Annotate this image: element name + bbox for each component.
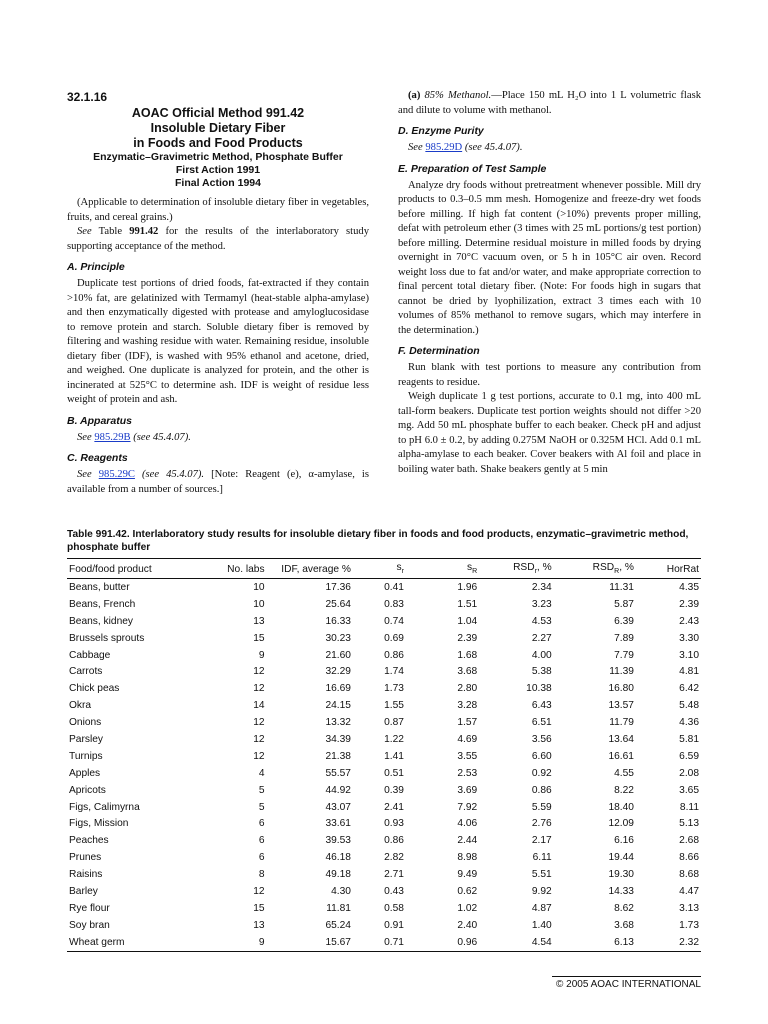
table-row xyxy=(67,714,701,731)
cell-sr: 2.71 xyxy=(384,869,404,881)
table-row xyxy=(67,782,701,799)
table-row xyxy=(67,815,701,832)
method-title-block xyxy=(67,106,369,190)
cell-labs: 12 xyxy=(253,717,265,729)
col-header-labs: No. labs xyxy=(216,559,267,579)
principle-heading: A. Principle xyxy=(67,261,125,273)
cell-rsdr: 1.40 xyxy=(531,919,552,931)
cell-food: Cabbage xyxy=(69,649,111,661)
cell-sR: 2.53 xyxy=(457,767,478,779)
cell-horrat: 5.81 xyxy=(679,733,699,745)
cell-sR: 3.28 xyxy=(457,700,478,712)
table-row xyxy=(67,832,701,849)
cell-horrat: 3.65 xyxy=(679,784,699,796)
apparatus-heading: B. Apparatus xyxy=(67,414,132,427)
col-header-sR: $s_R$ xyxy=(406,559,479,579)
cell-horrat: 4.35 xyxy=(679,581,699,593)
cell-idf: 30.23 xyxy=(325,632,351,644)
table-row xyxy=(67,697,701,714)
cell-rsdr: 6.60 xyxy=(531,750,552,762)
cell-sr: 0.83 xyxy=(384,598,404,610)
cell-rsdr: 3.23 xyxy=(531,598,552,610)
cell-sR: 2.44 xyxy=(457,835,478,847)
cell-labs: 6 xyxy=(258,835,265,847)
cell-rsdr: 6.11 xyxy=(532,852,552,864)
cell-idf: 11.81 xyxy=(326,902,351,914)
cell-rsdr: 6.51 xyxy=(531,717,552,729)
cell-rsdR: 5.87 xyxy=(614,598,634,610)
cell-labs: 12 xyxy=(253,733,265,745)
cell-labs: 9 xyxy=(216,934,267,951)
reagent-a-text: (a) 85% Methanol.—Place 150 mL H₂O into 1 L volumetric flask and dilute to volume with methanol. xyxy=(398,90,701,116)
link-985-29d[interactable]: 985.29D xyxy=(425,142,463,153)
cell-rsdr: 10.38 xyxy=(526,683,552,695)
table-row xyxy=(67,579,701,596)
cell-food: Apples xyxy=(69,767,101,779)
cell-food: Figs, Calimyrna xyxy=(69,801,140,813)
cell-sr: 0.58 xyxy=(384,902,404,914)
cell-sr: 1.74 xyxy=(384,666,404,678)
first-action: First Action 1991 xyxy=(175,164,261,176)
cell-sR: 0.62 xyxy=(457,885,478,897)
reagents-text: See 985.29C (see 45.4.07). [Note: Reagent (e), α-amylase, is available from a number of sources.] xyxy=(67,469,369,495)
cell-sr: 1.73 xyxy=(384,683,404,695)
cell-labs: 12 xyxy=(253,750,265,762)
cell-rsdR: 11.31 xyxy=(609,581,634,593)
cell-horrat: 2.43 xyxy=(679,615,699,627)
table-row xyxy=(67,680,701,697)
cell-rsdr: 0.86 xyxy=(531,784,552,796)
cell-horrat: 8.66 xyxy=(679,852,699,864)
cell-rsdr: 6.43 xyxy=(531,700,552,712)
cell-food: Turnips xyxy=(69,750,103,762)
enzyme-purity-text: See 985.29D (see 45.4.07). xyxy=(408,142,523,153)
cell-horrat: 2.08 xyxy=(679,767,699,779)
cell-idf: 32.29 xyxy=(325,666,351,678)
cell-sR: 2.39 xyxy=(457,632,478,644)
table-body xyxy=(67,579,701,952)
cell-sr: 1.22 xyxy=(384,733,404,745)
cell-idf: 55.57 xyxy=(325,767,351,779)
cell-labs: 12 xyxy=(253,683,265,695)
cell-food: Soy bran xyxy=(69,919,110,931)
cell-rsdR: 11.79 xyxy=(609,717,634,729)
cell-idf: 21.60 xyxy=(325,649,351,661)
col-header-idf: IDF, average % xyxy=(267,559,353,579)
cell-rsdR: 13.64 xyxy=(608,733,634,745)
cell-rsdR: 16.80 xyxy=(608,683,634,695)
applicability-text: (Applicable to determination of insoluble dietary fiber in vegetables, fruits, and cereal grains.) xyxy=(67,197,369,223)
cell-sR: 1.04 xyxy=(457,615,478,627)
cell-horrat: 2.68 xyxy=(679,835,699,847)
principle-text: Duplicate test portions of dried foods, fat-extracted if they contain >10% fat, are gelatinized with Termamyl (heat-stable alpha-amylase) and then enzymatically digested with protease and amyloglucosidase to remove protein and starch. Soluble dietary fiber is removed by filtering and washing residue with water. Remaining residue, insoluble dietary fiber (IDF), is washed with 95% ethanol and acetone, dried, and weighed. One duplicate is analyzed for protein, and the other is incinerated at 525°C to determine ash. IDF is weight of residue less weight of protein and ash. xyxy=(67,278,369,405)
cell-rsdR: 13.57 xyxy=(608,700,634,712)
cell-food: Beans, butter xyxy=(69,581,130,593)
cell-labs: 15 xyxy=(253,632,265,644)
cell-horrat: 6.59 xyxy=(679,750,699,762)
cell-rsdR: 18.40 xyxy=(608,801,634,813)
cell-sR: 1.68 xyxy=(457,649,478,661)
cell-idf: 39.53 xyxy=(325,835,351,847)
cell-rsdR: 16.61 xyxy=(608,750,634,762)
cell-rsdR: 3.68 xyxy=(614,919,634,931)
cell-rsdr: 2.27 xyxy=(531,632,552,644)
cell-food: Carrots xyxy=(69,666,103,678)
cell-horrat: 2.32 xyxy=(636,934,701,951)
cell-rsdR: 11.39 xyxy=(609,666,634,678)
cell-sr: 0.71 xyxy=(353,934,406,951)
cell-rsdr: 5.59 xyxy=(531,801,552,813)
cell-horrat: 2.39 xyxy=(679,598,699,610)
cell-sr: 0.86 xyxy=(384,835,404,847)
table-row xyxy=(67,849,701,866)
cell-food: Beans, French xyxy=(69,598,136,610)
cell-food: Wheat germ xyxy=(67,934,216,951)
cell-idf: 21.38 xyxy=(325,750,351,762)
cell-rsdr: 5.51 xyxy=(531,869,552,881)
table-row xyxy=(67,765,701,782)
cell-horrat: 5.13 xyxy=(679,818,699,830)
cell-labs: 15 xyxy=(253,902,265,914)
cell-sR: 1.51 xyxy=(457,598,478,610)
cell-horrat: 4.36 xyxy=(679,717,699,729)
cell-idf: 25.64 xyxy=(325,598,351,610)
method-type: Enzymatic–Gravimetric Method, Phosphate Buffer xyxy=(93,151,343,163)
table-row xyxy=(67,596,701,613)
link-985-29b[interactable]: 985.29B xyxy=(94,431,131,443)
cell-sR: 3.55 xyxy=(457,750,478,762)
cell-food: Rye flour xyxy=(69,902,110,914)
final-action: Final Action 1994 xyxy=(175,177,261,189)
cell-idf: 16.69 xyxy=(325,683,351,695)
cell-rsdr: 9.92 xyxy=(531,885,552,897)
cell-rsdR: 19.44 xyxy=(608,852,634,864)
cell-rsdr: 2.34 xyxy=(531,581,552,593)
cell-sR: 9.49 xyxy=(457,869,478,881)
table-row xyxy=(67,900,701,917)
cell-food: Okra xyxy=(69,700,92,712)
cell-idf: 17.36 xyxy=(325,581,351,593)
cell-labs: 13 xyxy=(253,919,265,931)
cell-food: Raisins xyxy=(69,869,103,881)
cell-sr: 1.41 xyxy=(384,750,404,762)
cell-food: Brussels sprouts xyxy=(69,632,145,644)
cell-horrat: 4.47 xyxy=(679,885,699,897)
cell-horrat: 3.10 xyxy=(679,649,699,661)
cell-labs: 9 xyxy=(258,649,265,661)
cell-sR: 1.02 xyxy=(457,902,478,914)
table-header-row xyxy=(67,559,701,579)
cell-labs: 5 xyxy=(258,801,265,813)
cell-labs: 12 xyxy=(253,666,265,678)
cell-idf: 44.92 xyxy=(325,784,351,796)
cell-horrat: 5.48 xyxy=(679,700,699,712)
cell-rsdr: 4.53 xyxy=(531,615,552,627)
cell-rsdr: 3.56 xyxy=(531,733,552,745)
cell-sr: 2.41 xyxy=(384,801,404,813)
table-row xyxy=(67,866,701,883)
cell-sr: 0.93 xyxy=(384,818,404,830)
cell-sr: 0.91 xyxy=(384,919,404,931)
cell-sR: 1.57 xyxy=(457,717,478,729)
table-row xyxy=(67,630,701,647)
cell-idf: 33.61 xyxy=(325,818,351,830)
table-row xyxy=(67,799,701,816)
cell-labs: 13 xyxy=(253,615,265,627)
cell-sr: 0.41 xyxy=(384,581,404,593)
cell-food: Apricots xyxy=(69,784,106,796)
cell-food: Figs, Mission xyxy=(69,818,129,830)
cell-food: Onions xyxy=(69,717,102,729)
cell-rsdr: 5.38 xyxy=(531,666,552,678)
cell-rsdr: 4.00 xyxy=(531,649,552,661)
cell-sr: 0.39 xyxy=(384,784,404,796)
col-header-horrat: HorRat xyxy=(636,559,701,579)
reagents-heading: C. Reagents xyxy=(67,452,128,464)
col-header-food: Food/food product xyxy=(67,559,216,579)
table-row xyxy=(67,917,701,934)
cell-labs: 8 xyxy=(258,869,265,881)
cell-idf: 15.67 xyxy=(267,934,353,951)
cell-labs: 5 xyxy=(258,784,265,796)
right-column xyxy=(398,89,701,477)
section-number: 32.1.16 xyxy=(67,90,108,104)
cell-idf: 4.30 xyxy=(331,885,351,897)
cell-sR: 1.96 xyxy=(457,581,478,593)
test-sample-heading: E. Preparation of Test Sample xyxy=(398,162,547,175)
method-title: AOAC Official Method 991.42 xyxy=(131,106,305,120)
cell-idf: 13.32 xyxy=(325,717,351,729)
cell-rsdR: 14.33 xyxy=(608,885,634,897)
cell-sr: 0.87 xyxy=(384,717,404,729)
table-row xyxy=(67,934,701,951)
cell-sR: 3.69 xyxy=(457,784,478,796)
cell-labs: 6 xyxy=(258,852,265,864)
cell-food: Parsley xyxy=(69,733,103,745)
cell-rsdr: 2.76 xyxy=(531,818,552,830)
left-column xyxy=(67,90,369,497)
cell-food: Chick peas xyxy=(69,683,120,695)
test-sample-text: Analyze dry foods without pretreatment whenever possible. Mill dry products to 0.3–0.5 mm mesh. Homogenize and freeze-dry wet foods before milling. If high fat content (>10%) prevents proper milling, defat with petroleum ether (3 times with 25 mL portions/g test portion) before milling. Determine residual moisture in milled foods by drying overnight in 70°C vacuum oven, or 5 h in 105°C air oven. Record weight loss due to fat and/or water, and make appropriate correction to final percent total dietary fiber. (Note: For foods high in sugars that cannot be dried by lyophilization, extract 3 times each with 10 volumes of 85% methanol to remove sugars, which may interfere in the determination.) xyxy=(398,179,701,336)
cell-sR: 0.96 xyxy=(406,934,479,951)
cell-labs: 10 xyxy=(253,598,265,610)
cell-horrat: 3.30 xyxy=(679,632,699,644)
apparatus-text: See 985.29B (see 45.4.07). xyxy=(77,431,191,443)
see-table-text: See Table 991.42 for the results of the interlaboratory study supporting acceptance of the method. xyxy=(67,226,369,252)
cell-food: Barley xyxy=(69,885,98,897)
cell-idf: 65.24 xyxy=(325,919,351,931)
cell-idf: 43.07 xyxy=(325,801,351,813)
col-header-sr: $s_r$ xyxy=(353,559,406,579)
cell-rsdr: 2.17 xyxy=(531,835,552,847)
cell-food: Beans, kidney xyxy=(69,615,133,627)
cell-horrat: 8.11 xyxy=(679,801,699,813)
cell-rsdr: 4.54 xyxy=(479,934,553,951)
cell-food: Prunes xyxy=(69,852,102,864)
link-985-29c[interactable]: 985.29C xyxy=(98,469,135,480)
cell-horrat: 3.13 xyxy=(679,902,699,914)
table-caption: Table 991.42. Interlaboratory study results for insoluble dietary fiber in foods and food products, enzymatic–gravimetric method, phosphate buffer xyxy=(67,529,689,553)
cell-sr: 1.55 xyxy=(384,700,404,712)
col-header-rsdR: $RSD_R$, % xyxy=(554,559,636,579)
cell-sr: 0.74 xyxy=(384,615,404,627)
enzyme-purity-heading: D. Enzyme Purity xyxy=(398,125,484,137)
table-row xyxy=(67,883,701,900)
cell-rsdR: 6.16 xyxy=(614,835,634,847)
method-subject-2: in Foods and Food Products xyxy=(133,136,303,150)
results-table-block xyxy=(67,528,701,952)
table-row xyxy=(67,647,701,664)
table-row xyxy=(67,613,701,630)
cell-sR: 2.80 xyxy=(457,683,478,695)
table-row xyxy=(67,748,701,765)
table-row xyxy=(67,731,701,748)
cell-rsdR: 6.13 xyxy=(554,934,636,951)
cell-labs: 10 xyxy=(253,581,265,593)
cell-horrat: 4.81 xyxy=(679,666,699,678)
determination-text-2: Weigh duplicate 1 g test portions, accurate to 0.1 mg, into 400 mL tall-form beakers. Duplicate test portion weights should not differ >20 mg. Add 50 mL phosphate buffer to each beaker. Check pH and adjust to pH 6.0 ± 0.2, by adding 0.275M NaOH or 0.325M HCl. Add 0.1 mL alpha-amylase to each beaker. Cover beakers with Al foil and place in boiling water bath. Shake beakers gently at 5 min xyxy=(398,391,701,475)
cell-food: Peaches xyxy=(69,835,109,847)
table-row xyxy=(67,663,701,680)
cell-rsdR: 7.79 xyxy=(614,649,634,661)
copyright-footer: © 2005 AOAC INTERNATIONAL xyxy=(552,976,701,990)
cell-sR: 4.06 xyxy=(457,818,478,830)
cell-sR: 8.98 xyxy=(457,852,478,864)
cell-idf: 49.18 xyxy=(325,869,351,881)
cell-idf: 46.18 xyxy=(325,852,351,864)
cell-sR: 3.68 xyxy=(457,666,478,678)
cell-labs: 14 xyxy=(253,700,265,712)
cell-rsdr: 0.92 xyxy=(531,767,552,779)
cell-horrat: 8.68 xyxy=(679,869,699,881)
cell-labs: 12 xyxy=(253,885,265,897)
cell-rsdR: 8.22 xyxy=(614,784,634,796)
cell-sR: 7.92 xyxy=(457,801,478,813)
cell-idf: 34.39 xyxy=(325,733,351,745)
col-header-rsdr: $RSD_r$, % xyxy=(479,559,553,579)
results-table xyxy=(67,558,701,952)
cell-sr: 0.69 xyxy=(384,632,404,644)
cell-rsdR: 4.55 xyxy=(614,767,634,779)
cell-horrat: 1.73 xyxy=(679,919,699,931)
cell-labs: 4 xyxy=(258,767,265,779)
cell-rsdR: 7.89 xyxy=(614,632,634,644)
cell-labs: 6 xyxy=(258,818,265,830)
cell-sR: 4.69 xyxy=(457,733,478,745)
cell-rsdR: 12.09 xyxy=(608,818,634,830)
cell-horrat: 6.42 xyxy=(679,683,699,695)
cell-sR: 2.40 xyxy=(457,919,478,931)
cell-rsdR: 6.39 xyxy=(614,615,634,627)
cell-rsdR: 19.30 xyxy=(608,869,634,881)
cell-sr: 0.51 xyxy=(384,767,404,779)
cell-rsdR: 8.62 xyxy=(614,902,634,914)
cell-sr: 0.43 xyxy=(384,885,404,897)
method-subject: Insoluble Dietary Fiber xyxy=(150,121,286,135)
cell-sr: 0.86 xyxy=(384,649,404,661)
cell-idf: 16.33 xyxy=(325,615,351,627)
cell-idf: 24.15 xyxy=(325,700,351,712)
determination-heading: F. Determination xyxy=(398,345,480,357)
cell-sr: 2.82 xyxy=(384,852,404,864)
determination-text-1: Run blank with test portions to measure any contribution from reagents to residue. xyxy=(398,362,701,388)
cell-rsdr: 4.87 xyxy=(531,902,552,914)
